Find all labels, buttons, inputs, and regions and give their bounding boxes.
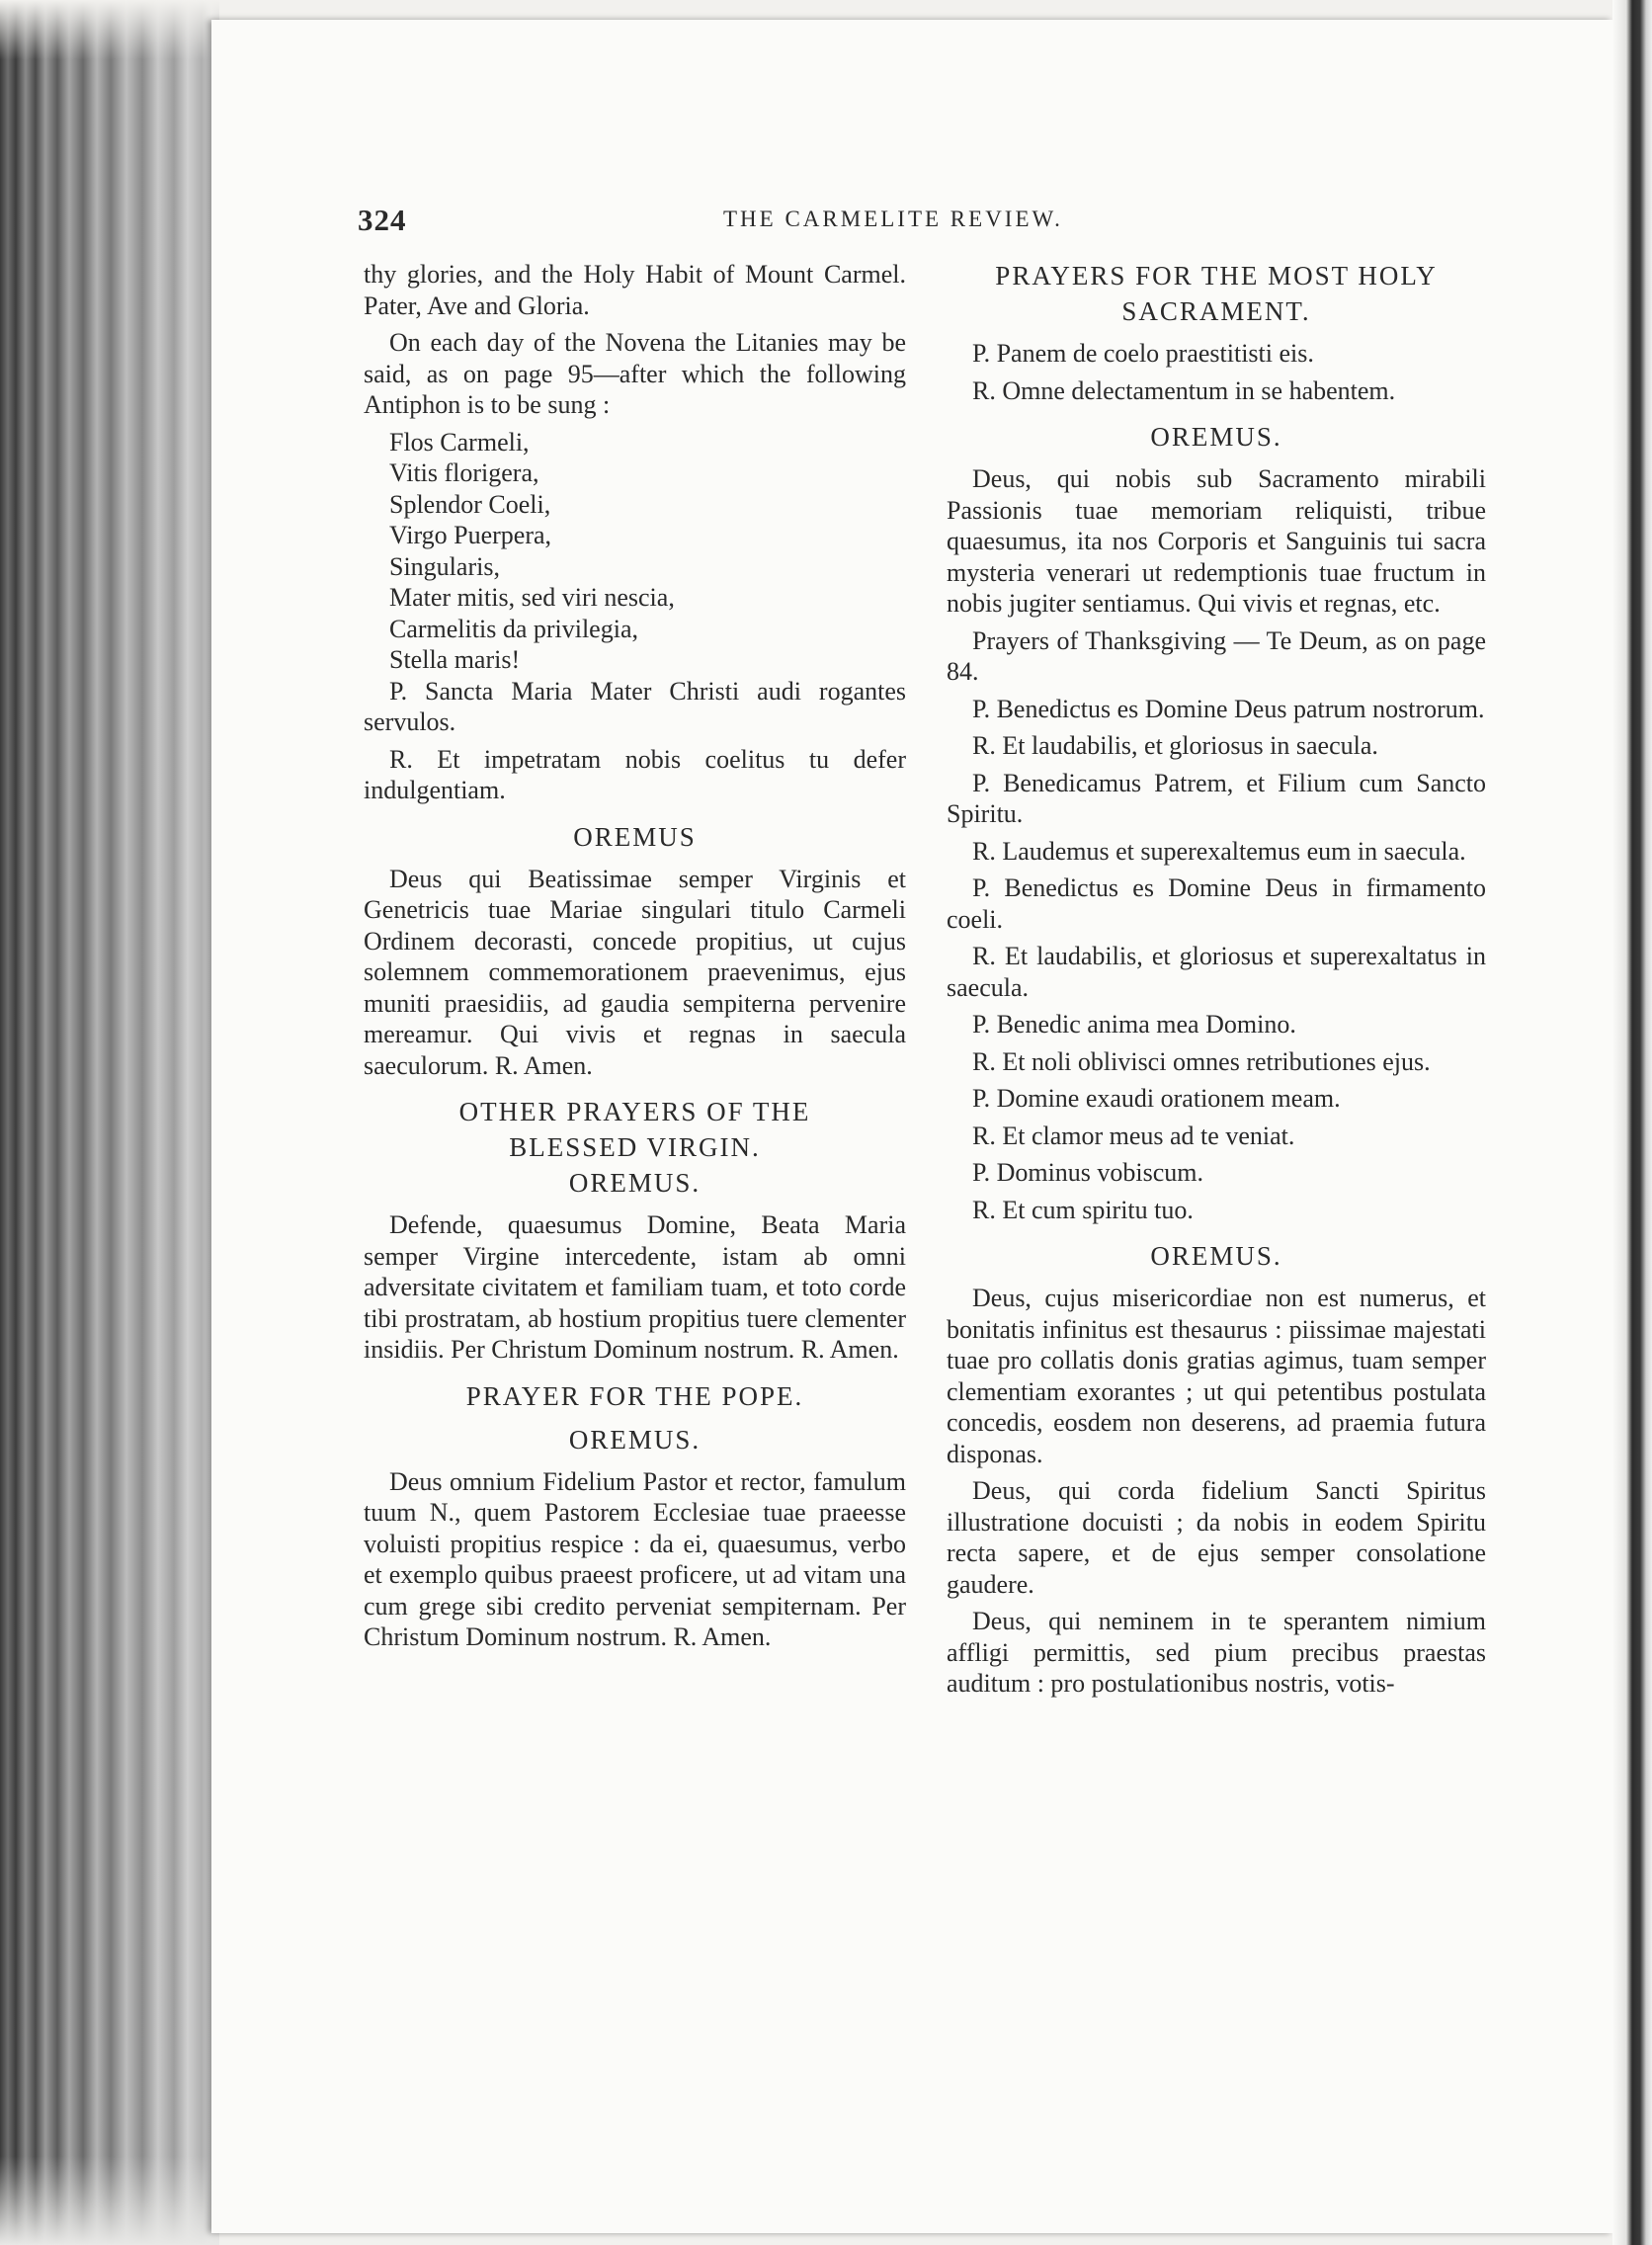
binding-shade-top bbox=[0, 0, 219, 59]
versicle: P. Benedicamus Patrem, et Filium cum Sancto Spiritu. bbox=[947, 768, 1486, 828]
section-heading: OREMUS. bbox=[1150, 422, 1282, 452]
versicle: P. Domine exaudi orationem meam. bbox=[972, 1084, 1341, 1113]
next-page-edge bbox=[1612, 0, 1652, 2245]
section-heading: SACRAMENT. bbox=[1121, 296, 1311, 326]
versicle: P. Sancta Maria Mater Christi audi rogantes servulos. bbox=[364, 676, 906, 736]
response: R. Et cum spiritu tuo. bbox=[972, 1195, 1194, 1224]
section-heading: OREMUS. bbox=[568, 1424, 702, 1455]
response: R. Et laudabilis, et gloriosus in saecula. bbox=[972, 731, 1378, 760]
antiphon-verse: Splendor Coeli, bbox=[389, 489, 551, 519]
versicle: P. Dominus vobiscum. bbox=[972, 1158, 1204, 1187]
section-heading: PRAYER FOR THE POPE. bbox=[465, 1380, 804, 1411]
prayer-paragraph: Deus omnium Fidelium Pastor et rector, famulum tuum N., quem Pastorem Ecclesiae tuae praeesse voluisti propitius respice : da ei, quaesumus, verbo et exemplo quibus praeest proficere, ut ad vitam una cum grege sibi credito perveniat sempiternam. Per Christum Dominum nostrum. R. Amen. bbox=[364, 1466, 906, 1651]
section-heading: OREMUS. bbox=[1150, 1241, 1282, 1271]
prayer-paragraph: Deus qui Beatissimae semper Virginis et Genetricis tuae Mariae singulari titulo Carmeli Ordinem decorasti, concede propitius, ut cujus solemnem commemorationem praevenimus, ejus muniti praesidiis, ad gaudia sempiterna pervenire mereamur. Qui vivis et regnas in saecula saeculorum. R. Amen. bbox=[364, 864, 906, 1080]
antiphon-verse: Stella maris! bbox=[389, 645, 521, 674]
response: R. Et impetratam nobis coelitus tu defer indulgentiam. bbox=[364, 744, 906, 804]
response: R. Omne delectamentum in se habentem. bbox=[972, 375, 1396, 405]
antiphon-verse: Vitis florigera, bbox=[389, 458, 539, 487]
versicle: P. Panem de coelo praestitisti eis. bbox=[972, 339, 1314, 368]
versicle: P. Benedictus es Domine Deus patrum nostrorum. bbox=[972, 694, 1485, 723]
section-heading: OTHER PRAYERS OF THE bbox=[458, 1097, 811, 1126]
section-heading: OREMUS bbox=[573, 821, 697, 852]
antiphon-verse: Mater mitis, sed viri nescia, bbox=[389, 583, 675, 612]
paragraph: Prayers of Thanksgiving — Te Deum, as on page 84. bbox=[947, 625, 1486, 686]
prayer-paragraph: Deus, qui corda fidelium Sancti Spiritus illustratione docuisti ; da nobis in eodem Spiritu recta sapere, et de ejus semper consolatione gaudere. bbox=[947, 1476, 1486, 1599]
versicle: P. Benedic anima mea Domino. bbox=[972, 1010, 1296, 1039]
prayer-paragraph: Deus, qui nobis sub Sacramento mirabili Passionis tuae memoriam reliquisti, tribue quaesumus, ita nos Corporis et Sanguinis tui sacra mysteria venerari ut redemptionis tuae fructum in nobis jugiter sentiamus. Qui vivis et regnas, etc. bbox=[947, 464, 1486, 618]
response: R. Laudemus et superexaltemus eum in saecula. bbox=[972, 836, 1466, 866]
prayer-paragraph: Deus, cujus misericordiae non est numerus, et bonitatis infinitus est thesaurus : piissimae majestati tuae pro collatis donis gratias agimus, tuam semper clementiam exorantes ; ut qui petentibus postulata concedis, eosdem non deserens, ad praemia futura disponas. bbox=[947, 1284, 1486, 1468]
page-number: 324 bbox=[358, 203, 407, 237]
prayer-paragraph: Deus, qui neminem in te sperantem nimium affligi permittis, sed pium precibus praestas auditum : pro postulationibus nostris, votis- bbox=[947, 1607, 1486, 1698]
versicle: P. Benedictus es Domine Deus in firmamento coeli. bbox=[947, 873, 1486, 934]
binding-shade-bottom bbox=[0, 2156, 219, 2245]
antiphon-verse: Singularis, bbox=[389, 551, 500, 581]
response: R. Et laudabilis, et gloriosus et superexaltatus in saecula. bbox=[947, 942, 1486, 1002]
section-heading: BLESSED VIRGIN. bbox=[509, 1132, 761, 1162]
section-heading: OREMUS. bbox=[568, 1168, 702, 1198]
page-header bbox=[358, 203, 1494, 252]
response: R. Et clamor meus ad te veniat. bbox=[972, 1121, 1295, 1150]
left-column bbox=[364, 259, 906, 1659]
paragraph: On each day of the Novena the Litanies may be said, as on page 95—after which the following Antiphon is to be sung : bbox=[364, 328, 906, 419]
antiphon-verse: Carmelitis da privilegia, bbox=[389, 614, 638, 643]
antiphon-verse: Flos Carmeli, bbox=[389, 427, 530, 457]
right-column bbox=[947, 259, 1486, 1705]
prayer-paragraph: Defende, quaesumus Domine, Beata Maria semper Virgine intercedente, istam ab omni adversitate civitatem et familiam tuam, et toto corde tibi prostratam, ab hostium propitius tuere clementer insidiis. Per Christum Dominum nostrum. R. Amen. bbox=[364, 1210, 906, 1364]
running-title: THE CARMELITE REVIEW. bbox=[723, 207, 1063, 231]
paragraph: thy glories, and the Holy Habit of Mount Carmel. Pater, Ave and Gloria. bbox=[364, 260, 906, 320]
section-heading: PRAYERS FOR THE MOST HOLY bbox=[995, 261, 1438, 291]
response: R. Et noli oblivisci omnes retributiones ejus. bbox=[972, 1046, 1431, 1076]
antiphon-verse: Virgo Puerpera, bbox=[389, 521, 552, 549]
book-binding bbox=[0, 0, 219, 2245]
